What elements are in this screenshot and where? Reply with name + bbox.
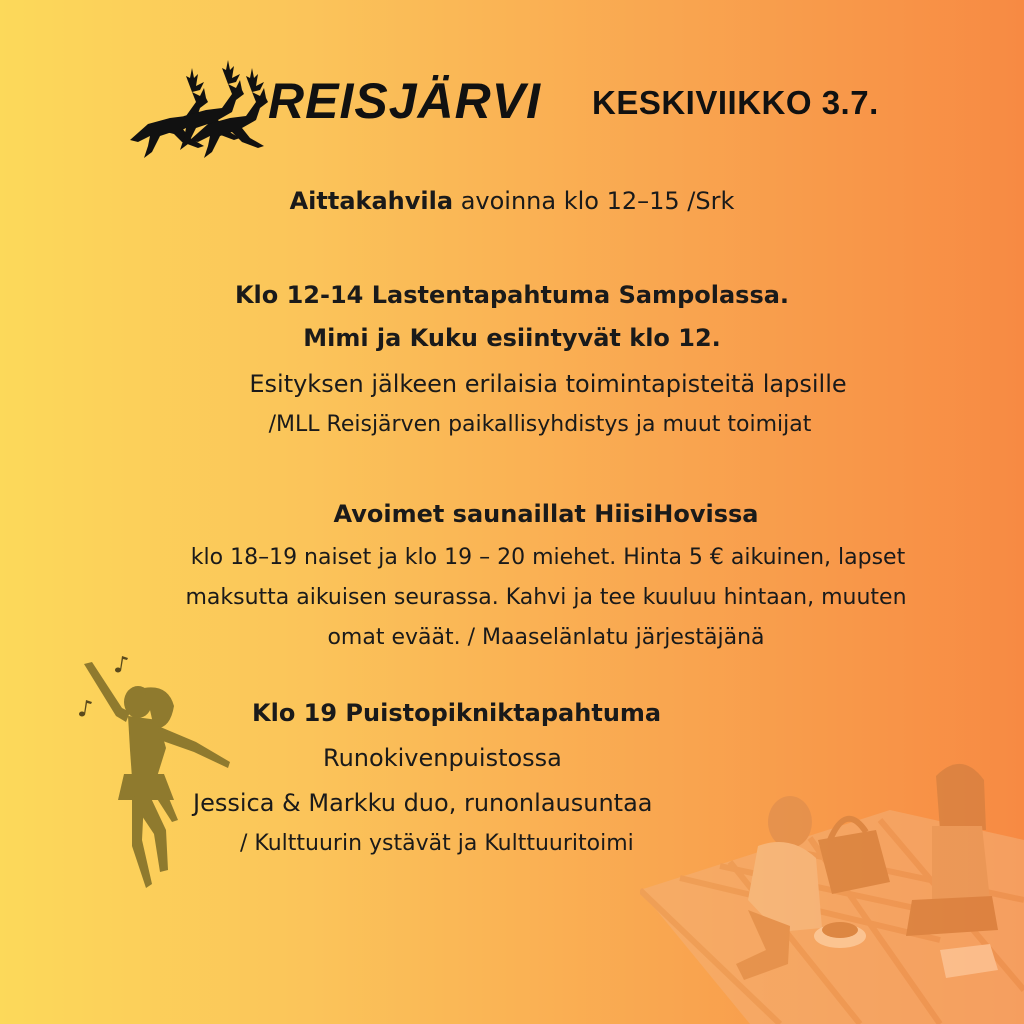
sauna-event-title: Avoimet saunaillat HiisiHovissa (333, 500, 759, 528)
reindeer-logo-icon (120, 44, 270, 162)
cafe-details: avoinna klo 12–15 /Srk (460, 187, 735, 215)
sauna-event-line2: maksutta aikuisen seurassa. Kahvi ja tee kuuluu hintaan, muuten (185, 585, 907, 610)
picnic-illustration (640, 750, 1024, 1024)
children-event-description: Esityksen jälkeen erilaisia toimintapisteitä lapsille (249, 370, 847, 398)
event-date: KESKIVIIKKO 3.7. (592, 84, 879, 121)
picnic-event-organizer: / Kulttuurin ystävät ja Kulttuuritoimi (240, 831, 634, 856)
children-event-organizer: /MLL Reisjärven paikallisyhdistys ja muut toimijat (268, 412, 812, 437)
picnic-event-performers: Jessica & Markku duo, runonlausuntaa (193, 789, 653, 817)
cafe-name: Aittakahvila (289, 187, 454, 215)
dancer-illustration (70, 650, 250, 900)
picnic-event-location: Runokivenpuistossa (323, 744, 562, 772)
logo-text: REISJÄRVI (268, 73, 541, 129)
sauna-event-line1: klo 18–19 naiset ja klo 19 – 20 miehet. Hinta 5 € aikuinen, lapset (190, 545, 906, 570)
cafe-line (0, 186, 1024, 216)
children-event-subtitle: Mimi ja Kuku esiintyvät klo 12. (303, 324, 721, 352)
picnic-event-title: Klo 19 Puistopikniktapahtuma (252, 699, 662, 727)
children-event-title: Klo 12-14 Lastentapahtuma Sampolassa. (234, 281, 790, 309)
sauna-event-line3: omat eväät. / Maaselänlatu järjestäjänä (327, 625, 765, 650)
